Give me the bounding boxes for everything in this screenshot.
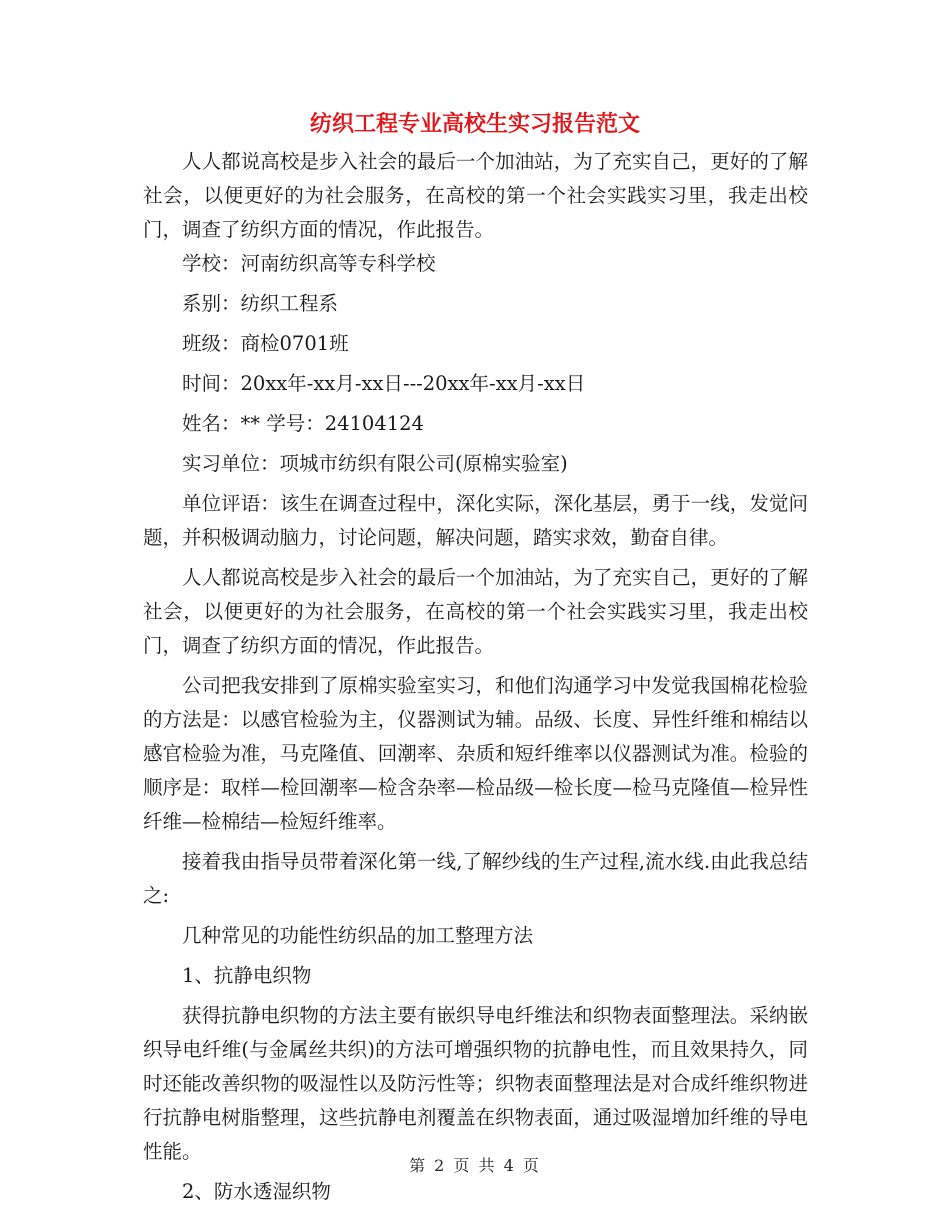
paragraph-cotton-inspection: 公司把我安排到了原棉实验室实习，和他们沟通学习中发觉我国棉花检验的方法是：以感官检验为主，仪器测试为辅。品级、长度、异性纤维和棉结以感官检验为准，马克隆值、回潮率、杂质和短纤维率以仪器测试为准。检验的顺序是：取样—检回潮率—检含杂率—检品级—检长度—检马克隆值—检异性纤维—检棉结—检短纤维率。 xyxy=(143,674,808,833)
field-name-id: 姓名：** 学号：24104124 xyxy=(182,412,424,435)
field-unit: 实习单位：项城市纺织有限公司(原棉实验室) xyxy=(182,452,568,475)
paragraph-intro-repeat: 人人都说高校是步入社会的最后一个加油站，为了充实自己，更好的了解社会，以便更好的为社会服务，在高校的第一个社会实践实习里，我走出校门，调查了纺织方面的情况，作此报告。 xyxy=(143,566,808,657)
document-body xyxy=(143,145,808,1209)
field-school: 学校：河南纺织高等专科学校 xyxy=(182,252,436,275)
paragraph-production: 接着我由指导员带着深化第一线,了解纱线的生产过程,流水线.由此我总结之: xyxy=(143,850,808,907)
page-number: 第 2 页 共 4 页 xyxy=(409,1156,541,1175)
section-heading: 几种常见的功能性纺织品的加工整理方法 xyxy=(182,924,534,947)
field-class: 班级：商检0701班 xyxy=(182,332,349,355)
paragraph-intro: 人人都说高校是步入社会的最后一个加油站，为了充实自己，更好的了解社会，以便更好的为社会服务，在高校的第一个社会实践实习里，我走出校门，调查了纺织方面的情况，作此报告。 xyxy=(143,150,808,241)
subheading-waterproof: 2、防水透湿织物 xyxy=(182,1180,331,1203)
field-time: 时间：20xx年-xx月-xx日---20xx年-xx月-xx日 xyxy=(182,372,586,395)
subheading-antistatic: 1、抗静电织物 xyxy=(182,964,312,987)
document-title: 纺织工程专业高校生实习报告范文 xyxy=(309,111,640,137)
field-department: 系别：纺织工程系 xyxy=(182,292,339,315)
field-evaluation: 单位评语：该生在调查过程中，深化实际，深化基层，勇于一线，发觉问题，并积极调动脑力，讨论问题，解决问题，踏实求效，勤奋自律。 xyxy=(143,492,808,549)
paragraph-antistatic: 获得抗静电织物的方法主要有嵌织导电纤维法和织物表面整理法。采纳嵌织导电纤维(与金属丝共织)的方法可增强织物的抗静电性，而且效果持久，同时还能改善织物的吸湿性以及防污性等；织物表面整理法是对合成纤维织物进行抗静电树脂整理，这些抗静电剂覆盖在织物表面，通过吸湿增加纤维的导电性能。 xyxy=(143,1004,808,1163)
